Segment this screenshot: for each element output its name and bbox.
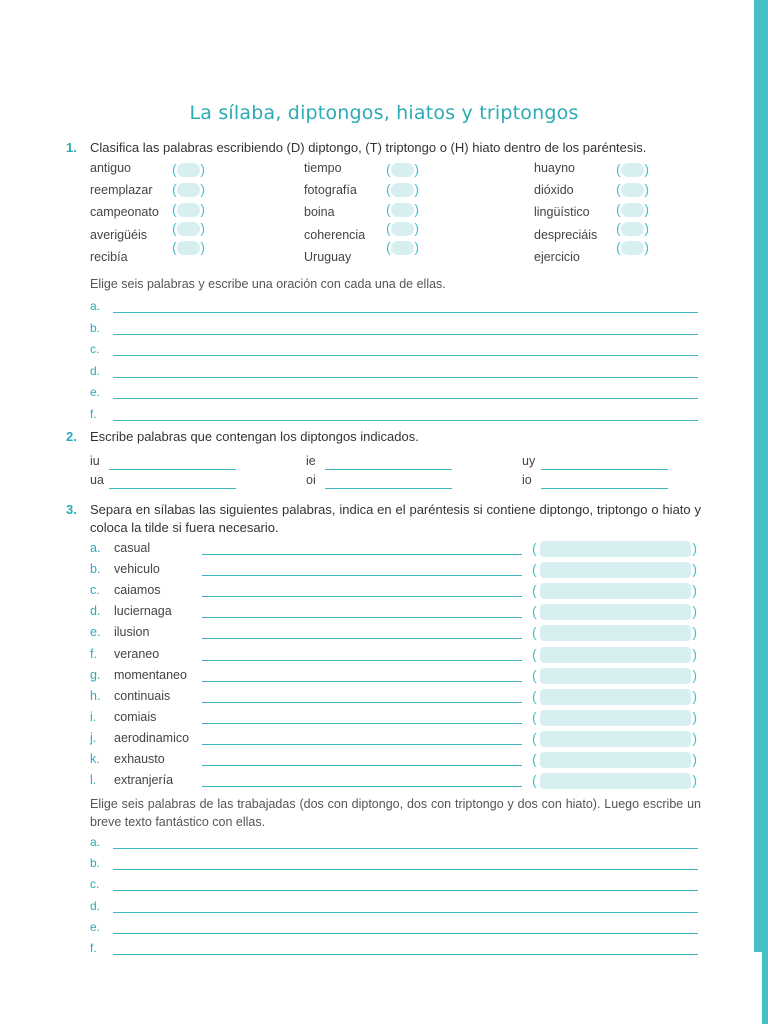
answer-field[interactable] [391,203,414,217]
syllable-line[interactable] [202,617,522,618]
line-letter: e. [90,385,101,400]
page-edge-bar [754,0,768,1024]
answer-parentheses[interactable] [172,181,205,199]
open-paren: ( [532,729,537,746]
item-letter: h. [90,688,101,703]
syllable-line[interactable] [202,723,522,724]
open-paren: ( [616,181,621,197]
type-answer-field[interactable] [540,541,691,557]
answer-parentheses[interactable] [616,201,649,219]
answer-line[interactable] [113,420,698,421]
line-letter: f. [90,941,97,955]
open-paren: ( [616,239,621,255]
close-paren: ) [692,708,697,725]
word-label: dióxido [534,183,574,197]
open-paren: ( [386,181,391,197]
word-label: reemplazar [90,183,153,197]
syllable-line[interactable] [202,702,522,703]
syllable-line[interactable] [202,660,522,661]
close-paren: ) [200,239,205,255]
item-word: vehiculo [114,562,160,577]
close-paren: ) [692,603,697,620]
diphthong-label: uy [522,454,536,468]
line-letter: b. [90,856,101,871]
close-paren: ) [414,239,419,255]
item-word: aerodinamico [114,730,190,745]
syllable-line[interactable] [202,681,522,682]
open-paren: ( [532,582,537,599]
section-3-number: 3. [66,502,77,517]
line-letter: d. [90,898,101,913]
answer-line[interactable] [113,377,698,378]
type-parentheses[interactable] [532,730,697,748]
close-paren: ) [692,772,697,789]
page-title: La sílaba, diptongos, hiatos y triptongos [189,102,579,124]
open-paren: ( [616,161,621,177]
close-paren: ) [414,201,419,217]
close-paren: ) [692,645,697,662]
open-paren: ( [532,561,537,578]
type-answer-field[interactable] [540,731,691,747]
diphthong-label: ua [90,473,104,487]
word-label: recibía [90,250,128,264]
item-letter: a. [90,541,101,555]
answer-line[interactable] [113,869,698,870]
syllable-line[interactable] [202,765,522,766]
answer-line[interactable] [113,912,698,913]
syllable-line[interactable] [202,786,522,787]
answer-parentheses[interactable] [172,161,205,179]
close-paren: ) [414,181,419,197]
line-letter: c. [90,342,100,357]
word-label: averigüéis [90,228,147,242]
answer-line[interactable] [541,488,668,489]
item-word: comiais [114,709,157,724]
open-paren: ( [616,201,621,217]
close-paren: ) [692,582,697,599]
diphthong-label: oi [306,473,316,487]
open-paren: ( [532,708,537,725]
answer-parentheses[interactable] [616,161,649,179]
type-parentheses[interactable] [532,646,697,664]
word-label: lingüístico [534,205,590,219]
item-letter: j. [90,730,97,745]
type-parentheses[interactable] [532,667,697,685]
item-word: casual [114,541,151,555]
type-answer-field[interactable] [540,562,691,578]
item-letter: b. [90,562,101,577]
answer-parentheses[interactable] [386,239,419,257]
answer-parentheses[interactable] [616,220,649,238]
type-parentheses[interactable] [532,751,697,769]
answer-field[interactable] [391,183,414,197]
syllable-line[interactable] [202,575,522,576]
item-word: exhausto [114,752,165,766]
open-paren: ( [386,220,391,236]
line-letter: e. [90,919,101,934]
item-word: continuais [114,688,171,703]
answer-field[interactable] [177,163,200,177]
close-paren: ) [644,239,649,255]
close-paren: ) [200,201,205,217]
item-letter: l. [90,773,97,788]
open-paren: ( [532,603,537,620]
word-label: coherencia [304,228,366,242]
open-paren: ( [532,687,537,704]
type-parentheses[interactable] [532,772,697,790]
line-letter: d. [90,363,101,378]
diphthong-label: ie [306,454,316,468]
answer-line[interactable] [113,334,698,335]
page-edge-gap [754,952,762,1024]
type-parentheses[interactable] [532,561,697,579]
close-paren: ) [692,666,697,683]
section-3-instruction: Separa en sílabas las siguientes palabras, indica en el paréntesis si contiene diptongo, triptongo o hiato y coloca la tilde si fuera necesario. [90,502,701,535]
item-word: luciernaga [114,604,172,619]
item-letter: d. [90,604,101,619]
type-parentheses[interactable] [532,624,697,642]
answer-parentheses[interactable] [386,220,419,238]
open-paren: ( [386,239,391,255]
close-paren: ) [692,687,697,704]
answer-field[interactable] [621,183,644,197]
open-paren: ( [532,751,537,767]
type-parentheses[interactable] [532,582,697,600]
close-paren: ) [692,729,697,746]
close-paren: ) [644,201,649,217]
section-1-number: 1. [66,140,77,155]
item-word: caiamos [114,583,161,598]
syllable-line[interactable] [202,744,522,745]
answer-field[interactable] [621,222,644,236]
open-paren: ( [386,201,391,217]
close-paren: ) [644,161,649,177]
answer-field[interactable] [177,183,200,197]
type-answer-field[interactable] [540,773,691,789]
answer-line[interactable] [113,933,698,934]
section-1-subinstruction: Elige seis palabras y escribe una oración con cada una de ellas. [90,277,446,291]
section-3-subinstruction: Elige seis palabras de las trabajadas (dos con diptongo, dos con triptongo y dos con hiato). Luego escribe un breve texto fantástico con ellas. [90,797,701,829]
item-letter: g. [90,667,101,682]
word-label: Uruguay [304,250,352,264]
close-paren: ) [200,181,205,197]
answer-line[interactable] [113,398,698,399]
item-word: extranjería [114,773,174,788]
answer-field[interactable] [621,241,644,255]
close-paren: ) [414,220,419,236]
word-label: antiguo [90,161,132,175]
answer-line[interactable] [113,890,698,891]
answer-field[interactable] [177,222,200,236]
answer-parentheses[interactable] [172,201,205,219]
answer-line[interactable] [113,954,698,955]
section-2-instruction: Escribe palabras que contengan los diptongos indicados. [90,429,419,444]
close-paren: ) [644,181,649,197]
line-letter: f. [90,407,97,421]
type-parentheses[interactable] [532,688,697,706]
word-label: tiempo [304,161,342,175]
close-paren: ) [692,624,697,641]
close-paren: ) [200,220,205,236]
open-paren: ( [172,181,177,197]
type-parentheses[interactable] [532,540,697,558]
word-label: ejercicio [534,250,580,264]
close-paren: ) [692,751,697,767]
close-paren: ) [414,161,419,177]
item-letter: i. [90,709,97,724]
answer-field[interactable] [391,163,414,177]
open-paren: ( [172,161,177,177]
item-word: ilusion [114,625,150,640]
answer-line[interactable] [109,469,236,470]
close-paren: ) [692,561,697,578]
word-label: despreciáis [534,228,598,242]
answer-line[interactable] [325,469,452,470]
close-paren: ) [200,161,205,177]
answer-line[interactable] [109,488,236,489]
syllable-line[interactable] [202,596,522,597]
open-paren: ( [172,201,177,217]
open-paren: ( [172,239,177,255]
line-letter: c. [90,877,100,892]
open-paren: ( [532,624,537,641]
item-letter: k. [90,752,100,766]
open-paren: ( [532,540,537,556]
type-parentheses[interactable] [532,603,697,621]
section-2-number: 2. [66,429,77,444]
close-paren: ) [692,540,697,556]
line-letter: a. [90,299,101,313]
open-paren: ( [616,220,621,236]
answer-field[interactable] [391,241,414,255]
syllable-line[interactable] [202,554,522,555]
answer-parentheses[interactable] [386,181,419,199]
type-answer-field[interactable] [540,752,691,768]
answer-parentheses[interactable] [172,220,205,238]
diphthong-label: io [522,473,532,487]
syllable-line[interactable] [202,638,522,639]
close-paren: ) [644,220,649,236]
open-paren: ( [386,161,391,177]
answer-line[interactable] [541,469,668,470]
answer-parentheses[interactable] [386,161,419,179]
word-label: huayno [534,161,576,175]
answer-line[interactable] [113,848,698,849]
answer-parentheses[interactable] [172,239,205,257]
open-paren: ( [172,220,177,236]
type-answer-field[interactable] [540,604,691,620]
item-word: momentaneo [114,667,187,682]
word-label: fotografía [304,183,357,197]
answer-field[interactable] [621,163,644,177]
open-paren: ( [532,666,537,683]
answer-parentheses[interactable] [616,181,649,199]
type-answer-field[interactable] [540,647,691,663]
word-label: boina [304,205,335,219]
line-letter: b. [90,320,101,335]
item-letter: f. [90,646,97,661]
item-letter: e. [90,625,101,640]
type-answer-field[interactable] [540,583,691,599]
answer-field[interactable] [177,241,200,255]
open-paren: ( [532,772,537,789]
word-label: campeonato [90,205,159,219]
answer-line[interactable] [325,488,452,489]
item-word: veraneo [114,646,160,661]
answer-field[interactable] [391,222,414,236]
answer-field[interactable] [177,203,200,217]
open-paren: ( [532,645,537,662]
answer-line[interactable] [113,312,698,313]
answer-field[interactable] [621,203,644,217]
diphthong-label: iu [90,454,100,468]
answer-parentheses[interactable] [616,239,649,257]
answer-parentheses[interactable] [386,201,419,219]
type-answer-field[interactable] [540,625,691,641]
type-answer-field[interactable] [540,668,691,684]
type-parentheses[interactable] [532,709,697,727]
type-answer-field[interactable] [540,710,691,726]
item-letter: c. [90,583,100,598]
section-1-instruction: Clasifica las palabras escribiendo (D) diptongo, (T) triptongo o (H) hiato dentro de los paréntesis. [90,140,647,155]
answer-line[interactable] [113,355,698,356]
type-answer-field[interactable] [540,689,691,705]
line-letter: a. [90,835,101,849]
